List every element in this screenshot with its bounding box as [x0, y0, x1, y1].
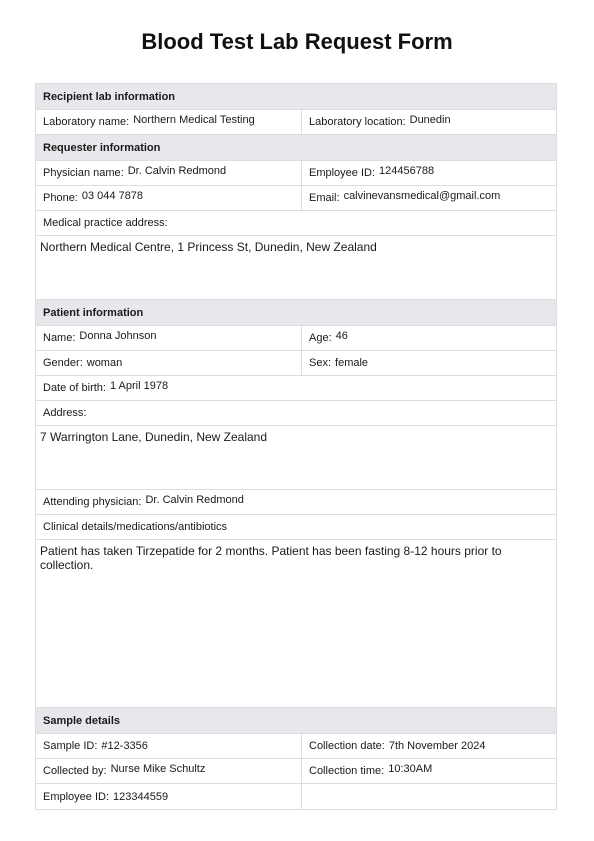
patient-row-6	[36, 515, 556, 540]
dob-field[interactable]	[36, 376, 556, 400]
patient-address-textarea[interactable]: 7 Warrington Lane, Dunedin, New Zealand	[36, 426, 556, 490]
recipient-row-1	[36, 110, 556, 135]
requester-employee-id-value: 124456788	[379, 165, 435, 177]
section-heading-patient: Patient information	[36, 300, 556, 326]
sample-row-3	[36, 784, 556, 809]
physician-name-label: Physician name:	[43, 167, 124, 179]
lab-location-value: Dunedin	[409, 114, 451, 126]
sex-value: female	[335, 357, 369, 369]
gender-value: woman	[86, 357, 123, 369]
collection-date-label: Collection date:	[309, 740, 385, 752]
sex-label: Sex:	[309, 357, 332, 369]
phone-field[interactable]	[36, 186, 302, 210]
lab-request-form	[35, 83, 557, 810]
practice-address-textarea[interactable]: Northern Medical Centre, 1 Princess St, Dunedin, New Zealand	[36, 236, 556, 300]
requester-row-2	[36, 186, 556, 211]
collection-time-field[interactable]	[302, 759, 556, 783]
lab-name-field[interactable]	[36, 110, 302, 134]
collected-by-value: Nurse Mike Schultz	[110, 763, 206, 775]
gender-field[interactable]	[36, 351, 302, 375]
sample-id-field[interactable]	[36, 734, 302, 758]
lab-name-label: Laboratory name:	[43, 116, 130, 128]
dob-value: 1 April 1978	[109, 380, 169, 392]
empty-cell[interactable]	[302, 784, 556, 809]
patient-address-label: Address:	[43, 407, 87, 419]
collected-by-label: Collected by:	[43, 765, 107, 777]
age-field[interactable]	[302, 326, 556, 350]
page-title: Blood Test Lab Request Form	[141, 29, 453, 54]
phone-value: 03 044 7878	[81, 190, 144, 202]
email-label: Email:	[309, 192, 340, 204]
sample-id-label: Sample ID:	[43, 740, 98, 752]
clinical-details-textarea[interactable]: Patient has taken Tirzepatide for 2 months. Patient has been fasting 8-12 hours prior to collection.	[36, 540, 556, 708]
patient-row-2	[36, 351, 556, 376]
patient-row-4	[36, 401, 556, 426]
gender-label: Gender:	[43, 357, 83, 369]
practice-address-label: Medical practice address:	[43, 217, 168, 229]
phone-label: Phone:	[43, 192, 78, 204]
sample-employee-id-value: 123344559	[113, 790, 169, 803]
age-value: 46	[335, 330, 348, 342]
clinical-details-label: Clinical details/medications/antibiotics	[43, 521, 228, 533]
sample-row-1	[36, 734, 556, 759]
requester-employee-id-field[interactable]	[302, 161, 556, 185]
physician-name-value: Dr. Calvin Redmond	[127, 165, 227, 177]
sex-field[interactable]	[302, 351, 556, 375]
email-field[interactable]	[302, 186, 556, 210]
collection-time-label: Collection time:	[309, 765, 385, 777]
collection-date-field[interactable]	[302, 734, 556, 758]
section-heading-requester: Requester information	[36, 135, 556, 161]
email-value: calvinevansmedical@gmail.com	[343, 190, 501, 202]
section-heading-recipient: Recipient lab information	[36, 84, 556, 110]
lab-location-label: Laboratory location:	[309, 116, 406, 128]
patient-name-label: Name:	[43, 332, 76, 344]
section-heading-sample: Sample details	[36, 708, 556, 734]
lab-location-field[interactable]	[302, 110, 556, 134]
patient-name-value: Donna Johnson	[79, 330, 157, 342]
requester-row-1	[36, 161, 556, 186]
patient-row-5	[36, 490, 556, 515]
patient-row-1	[36, 326, 556, 351]
physician-name-field[interactable]	[36, 161, 302, 185]
lab-name-value: Northern Medical Testing	[133, 114, 255, 126]
collected-by-field[interactable]	[36, 759, 302, 783]
age-label: Age:	[309, 332, 332, 344]
attending-physician-value: Dr. Calvin Redmond	[145, 494, 244, 506]
sample-id-value: #12-3356	[101, 740, 148, 752]
collection-date-value: 7th November 2024	[388, 740, 486, 752]
requester-employee-id-label: Employee ID:	[309, 167, 376, 179]
requester-row-3	[36, 211, 556, 236]
sample-row-2	[36, 759, 556, 784]
attending-physician-field[interactable]	[36, 490, 556, 514]
dob-label: Date of birth:	[43, 382, 106, 394]
collection-time-value: 10:30AM	[388, 763, 433, 775]
patient-row-3	[36, 376, 556, 401]
patient-name-field[interactable]	[36, 326, 302, 350]
attending-physician-label: Attending physician:	[43, 496, 142, 508]
sample-employee-id-label: Employee ID:	[43, 790, 110, 803]
sample-employee-id-field[interactable]	[36, 784, 302, 809]
